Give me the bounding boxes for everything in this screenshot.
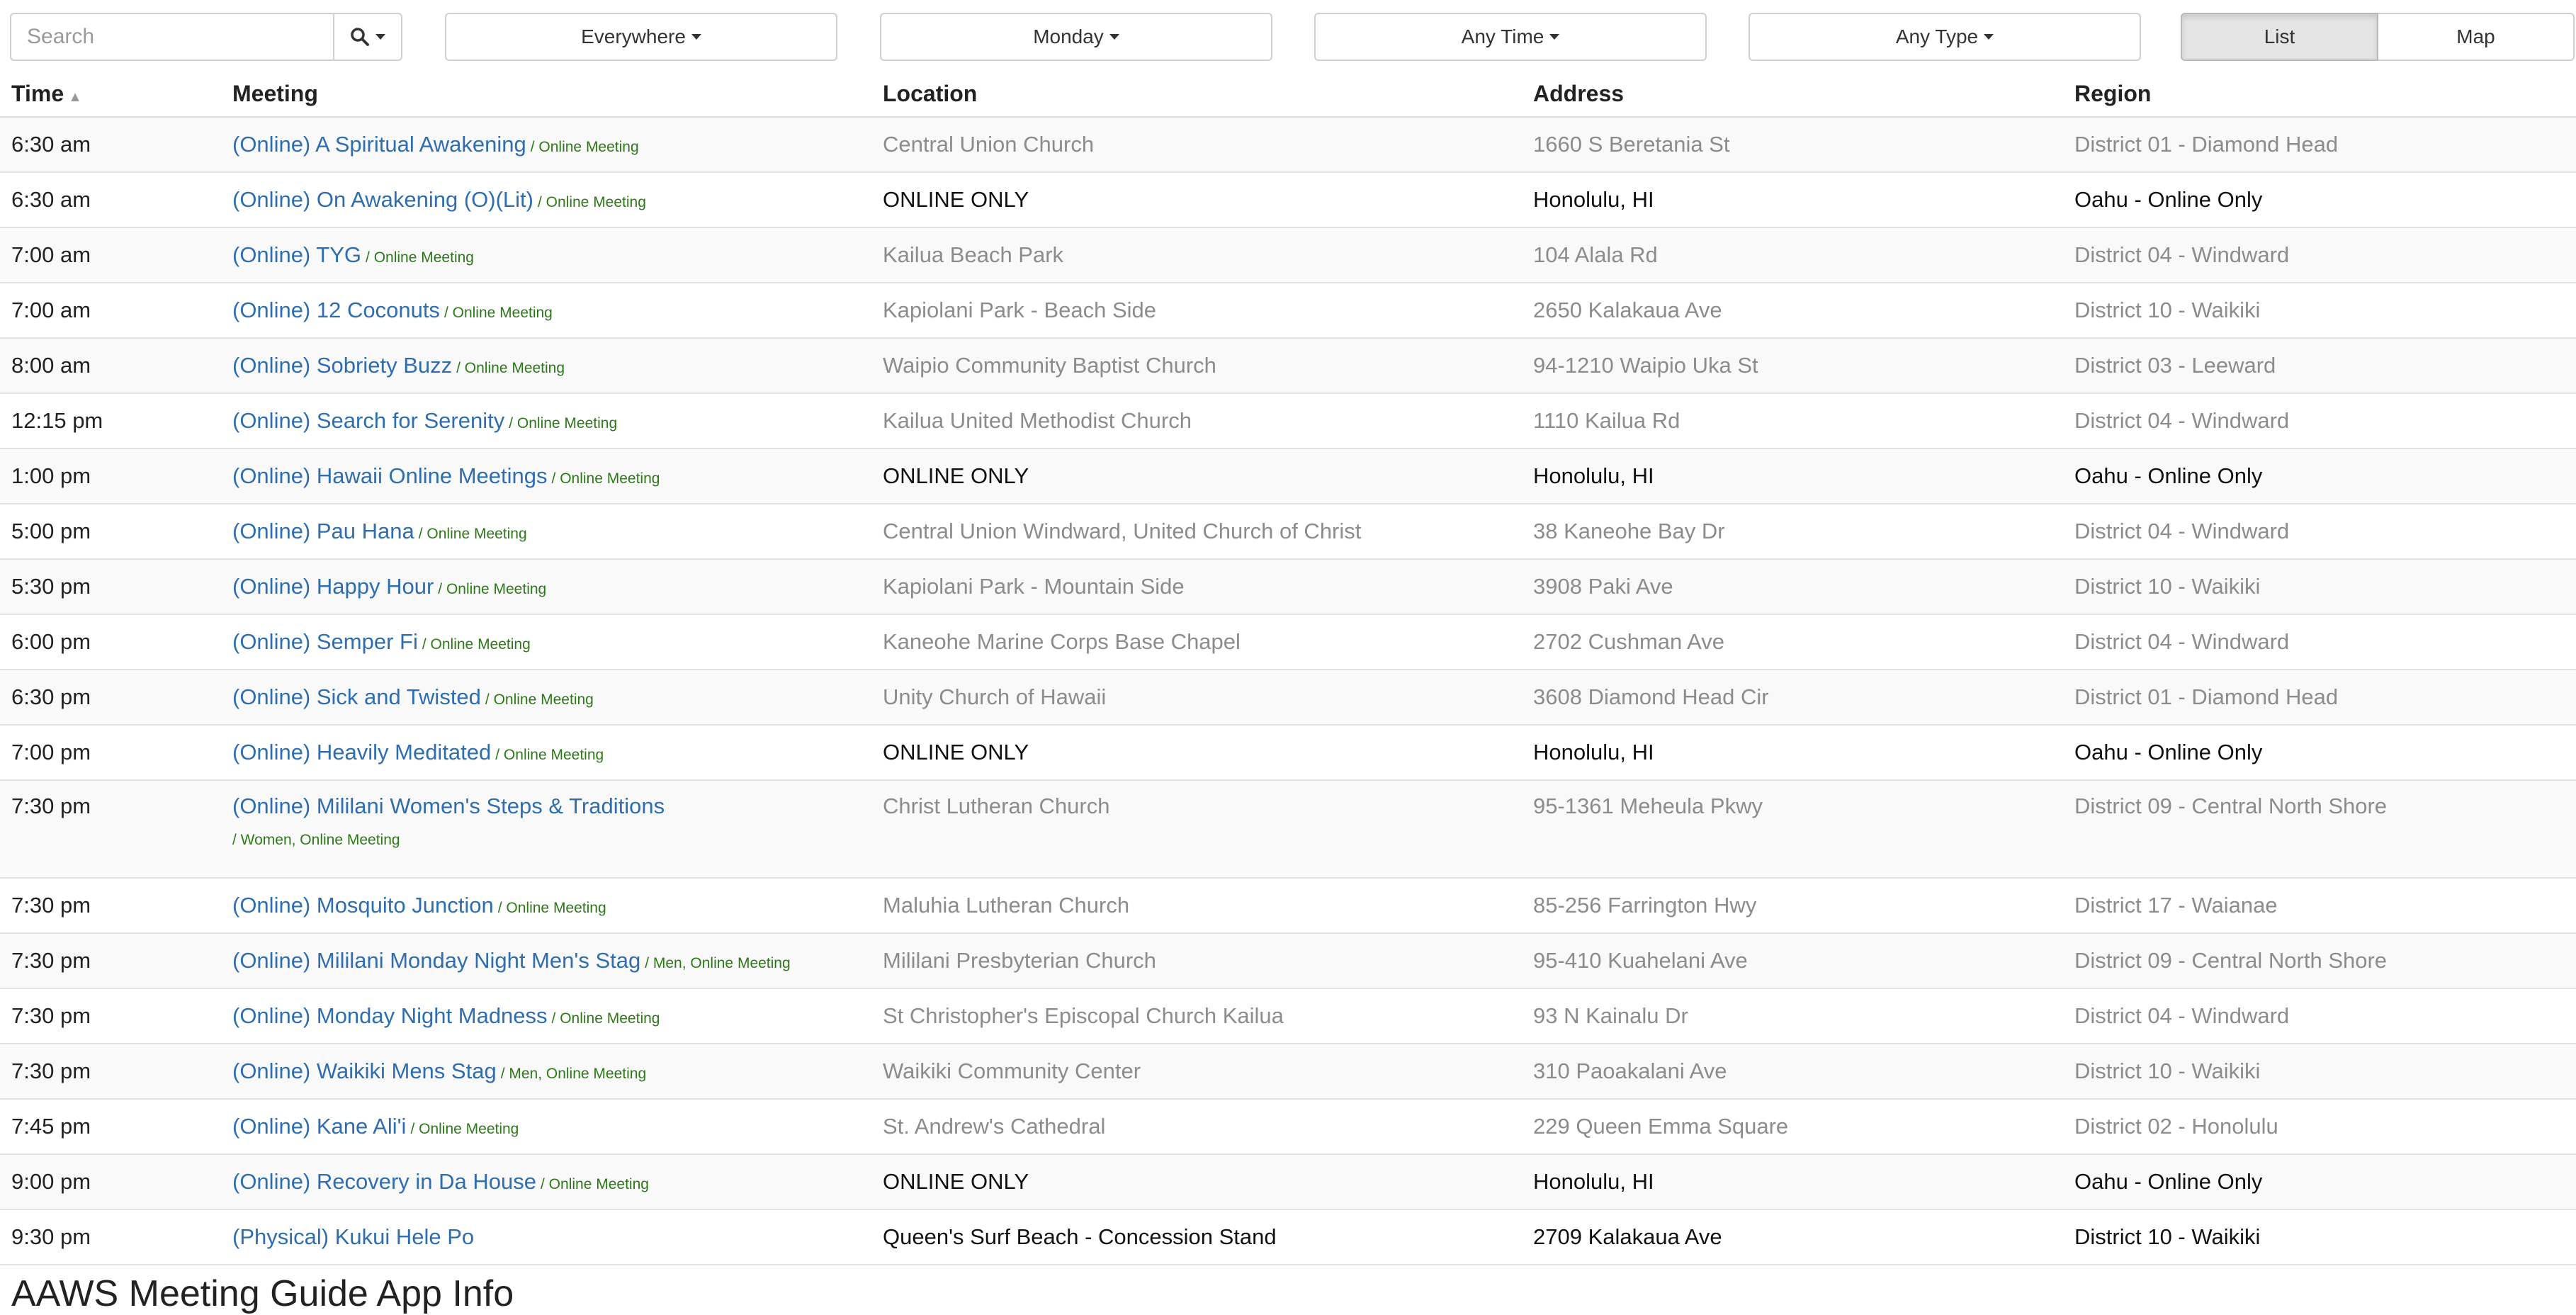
meeting-region: District 01 - Diamond Head	[2063, 670, 2576, 725]
table-row[interactable]	[0, 725, 2576, 780]
meeting-region: District 10 - Waikiki	[2063, 1044, 2576, 1099]
meeting-time: 5:30 pm	[0, 559, 221, 614]
meeting-types: / Online Meeting	[422, 636, 531, 653]
meeting-cell	[221, 504, 871, 559]
meeting-region: District 09 - Central North Shore	[2063, 933, 2576, 988]
meeting-time: 7:00 am	[0, 227, 221, 283]
meeting-types: / Online Meeting	[438, 581, 547, 597]
table-row[interactable]	[0, 1099, 2576, 1154]
meeting-name-link[interactable]: (Online) Sobriety Buzz	[232, 353, 453, 378]
meeting-name-link[interactable]: (Physical) Kukui Hele Po	[232, 1224, 475, 1249]
table-row[interactable]	[0, 117, 2576, 172]
meeting-cell	[221, 117, 871, 172]
meeting-types: / Online Meeting	[551, 1010, 660, 1027]
meeting-location: ONLINE ONLY	[871, 1154, 1522, 1209]
meeting-name-link[interactable]: (Online) Recovery in Da House	[232, 1169, 537, 1194]
meeting-time: 5:00 pm	[0, 504, 221, 559]
meeting-name-link[interactable]: (Online) Semper Fi	[232, 629, 418, 654]
table-row[interactable]	[0, 283, 2576, 338]
meeting-region: District 04 - Windward	[2063, 504, 2576, 559]
meeting-cell	[221, 725, 871, 780]
meeting-types: / Online Meeting	[509, 415, 618, 431]
meeting-types: / Online Meeting	[366, 249, 474, 266]
meeting-location: ONLINE ONLY	[871, 448, 1522, 504]
search-button[interactable]	[333, 13, 402, 61]
day-filter-dropdown[interactable]: Monday	[880, 13, 1272, 61]
meeting-time: 7:45 pm	[0, 1099, 221, 1154]
meeting-location: Unity Church of Hawaii	[871, 670, 1522, 725]
meeting-cell	[221, 614, 871, 670]
view-toggle	[2181, 13, 2575, 61]
meeting-region: District 17 - Waianae	[2063, 878, 2576, 933]
meeting-address: Honolulu, HI	[1522, 448, 2063, 504]
meeting-types: / Online Meeting	[537, 194, 646, 210]
meeting-address: 94-1210 Waipio Uka St	[1522, 338, 2063, 393]
meeting-time: 9:30 pm	[0, 1209, 221, 1265]
meeting-location: Maluhia Lutheran Church	[871, 878, 1522, 933]
table-row[interactable]	[0, 1209, 2576, 1265]
meeting-address: 104 Alala Rd	[1522, 227, 2063, 283]
meeting-cell	[221, 448, 871, 504]
meeting-name-link[interactable]: (Online) Search for Serenity	[232, 408, 505, 433]
meeting-cell	[221, 780, 871, 878]
table-row[interactable]	[0, 448, 2576, 504]
table-row[interactable]	[0, 559, 2576, 614]
meeting-region: District 09 - Central North Shore	[2063, 780, 2576, 878]
meeting-location: Central Union Windward, United Church of Christ	[871, 504, 1522, 559]
table-row[interactable]	[0, 988, 2576, 1044]
search-input[interactable]	[10, 13, 333, 61]
meeting-address: 1110 Kailua Rd	[1522, 393, 2063, 448]
meeting-address: 1660 S Beretania St	[1522, 117, 2063, 172]
meeting-location: Kapiolani Park - Beach Side	[871, 283, 1522, 338]
meetings-table	[0, 71, 2576, 1265]
meeting-region: Oahu - Online Only	[2063, 172, 2576, 227]
table-row[interactable]	[0, 227, 2576, 283]
meeting-time: 1:00 pm	[0, 448, 221, 504]
meeting-location: Kailua Beach Park	[871, 227, 1522, 283]
meeting-cell	[221, 1209, 871, 1265]
meeting-types: / Online Meeting	[485, 692, 594, 708]
address-column-header[interactable]: Address	[1522, 71, 2063, 117]
region-column-header[interactable]: Region	[2063, 71, 2576, 117]
meeting-time: 6:30 pm	[0, 670, 221, 725]
meeting-cell	[221, 283, 871, 338]
meeting-region: District 04 - Windward	[2063, 614, 2576, 670]
meeting-time: 6:30 am	[0, 117, 221, 172]
table-row[interactable]	[0, 670, 2576, 725]
meeting-time: 12:15 pm	[0, 393, 221, 448]
meeting-cell	[221, 1044, 871, 1099]
meeting-cell	[221, 1099, 871, 1154]
chevron-down-icon	[1109, 34, 1119, 40]
meeting-column-header[interactable]: Meeting	[221, 71, 871, 117]
table-row[interactable]	[0, 1044, 2576, 1099]
meeting-name-link[interactable]: (Online) Sick and Twisted	[232, 684, 481, 709]
meeting-location: Kapiolani Park - Mountain Side	[871, 559, 1522, 614]
table-row[interactable]	[0, 172, 2576, 227]
meeting-location: Christ Lutheran Church	[871, 780, 1522, 878]
meeting-name-link[interactable]: (Online) Kane Ali'i	[232, 1114, 407, 1139]
meeting-name-link[interactable]: (Online) Happy Hour	[232, 574, 434, 599]
region-filter-dropdown[interactable]: Everywhere	[445, 13, 837, 61]
table-row[interactable]	[0, 780, 2576, 878]
meeting-types: / Online Meeting	[495, 747, 604, 763]
search-icon	[350, 27, 370, 47]
meeting-address: 3908 Paki Ave	[1522, 559, 2063, 614]
table-row[interactable]	[0, 1154, 2576, 1209]
meeting-types: / Online Meeting	[551, 470, 660, 487]
meeting-name-link[interactable]: (Online) A Spiritual Awakening	[232, 132, 526, 157]
meeting-name-link[interactable]: (Online) On Awakening (O)(Lit)	[232, 187, 533, 212]
table-row[interactable]	[0, 504, 2576, 559]
chevron-down-icon	[1549, 34, 1559, 40]
search-group	[10, 13, 402, 61]
meeting-types: / Online Meeting	[456, 360, 565, 376]
meeting-region: District 04 - Windward	[2063, 393, 2576, 448]
meeting-location: Kaneohe Marine Corps Base Chapel	[871, 614, 1522, 670]
meeting-address: Honolulu, HI	[1522, 1154, 2063, 1209]
meeting-types: / Men, Online Meeting	[645, 955, 791, 971]
meeting-time: 6:00 pm	[0, 614, 221, 670]
meeting-address: 95-410 Kuahelani Ave	[1522, 933, 2063, 988]
meeting-name-link[interactable]: (Online) Monday Night Madness	[232, 1003, 548, 1028]
meeting-types: / Online Meeting	[497, 900, 606, 916]
meeting-types: / Online Meeting	[418, 526, 527, 542]
meeting-time: 6:30 am	[0, 172, 221, 227]
map-view-button[interactable]: Map	[2378, 13, 2575, 61]
meeting-types: / Women, Online Meeting	[232, 832, 400, 848]
meeting-time: 7:00 am	[0, 283, 221, 338]
meeting-cell	[221, 933, 871, 988]
meeting-location: ONLINE ONLY	[871, 725, 1522, 780]
meeting-name-link[interactable]: (Online) Heavily Meditated	[232, 740, 492, 764]
time-filter-dropdown[interactable]: Any Time	[1314, 13, 1707, 61]
meeting-region: Oahu - Online Only	[2063, 725, 2576, 780]
meeting-name-link[interactable]: (Online) 12 Coconuts	[232, 298, 440, 322]
meeting-name-link[interactable]: (Online) Mililani Women's Steps & Traditions	[232, 794, 665, 818]
meeting-cell	[221, 988, 871, 1044]
meeting-location: St. Andrew's Cathedral	[871, 1099, 1522, 1154]
meeting-time: 8:00 am	[0, 338, 221, 393]
meeting-cell	[221, 338, 871, 393]
meeting-cell	[221, 670, 871, 725]
table-row[interactable]	[0, 878, 2576, 933]
meeting-address: 2702 Cushman Ave	[1522, 614, 2063, 670]
meeting-cell	[221, 1154, 871, 1209]
meeting-time: 7:30 pm	[0, 1044, 221, 1099]
meeting-time: 7:30 pm	[0, 878, 221, 933]
meeting-location: Waipio Community Baptist Church	[871, 338, 1522, 393]
meeting-address: 229 Queen Emma Square	[1522, 1099, 2063, 1154]
meeting-location: Waikiki Community Center	[871, 1044, 1522, 1099]
meeting-cell	[221, 172, 871, 227]
meeting-name-link[interactable]: (Online) Hawaii Online Meetings	[232, 463, 548, 488]
meeting-region: District 03 - Leeward	[2063, 338, 2576, 393]
meeting-time: 9:00 pm	[0, 1154, 221, 1209]
meeting-time: 7:30 pm	[0, 780, 221, 878]
meeting-address: 85-256 Farrington Hwy	[1522, 878, 2063, 933]
time-column-header[interactable]: Time ▲	[0, 71, 221, 117]
table-header-row	[0, 71, 2576, 117]
meeting-cell	[221, 227, 871, 283]
meeting-region: District 10 - Waikiki	[2063, 283, 2576, 338]
table-row[interactable]	[0, 614, 2576, 670]
meeting-address: Honolulu, HI	[1522, 725, 2063, 780]
meeting-cell	[221, 393, 871, 448]
table-row[interactable]	[0, 933, 2576, 988]
list-view-button[interactable]: List	[2181, 13, 2378, 61]
sort-ascending-icon: ▲	[68, 89, 82, 105]
meeting-address: Honolulu, HI	[1522, 172, 2063, 227]
location-column-header[interactable]: Location	[871, 71, 1522, 117]
meeting-types: / Online Meeting	[541, 1176, 649, 1192]
meeting-region: District 04 - Windward	[2063, 988, 2576, 1044]
meeting-name-link[interactable]: (Online) Mosquito Junction	[232, 893, 494, 918]
meeting-region: District 10 - Waikiki	[2063, 1209, 2576, 1265]
meeting-region: District 02 - Honolulu	[2063, 1099, 2576, 1154]
chevron-down-icon	[375, 34, 385, 40]
table-row[interactable]	[0, 338, 2576, 393]
meeting-types: / Online Meeting	[444, 305, 553, 321]
meeting-cell	[221, 878, 871, 933]
meeting-region: District 04 - Windward	[2063, 227, 2576, 283]
meeting-address: 2650 Kalakaua Ave	[1522, 283, 2063, 338]
meeting-name-link[interactable]: (Online) Waikiki Mens Stag	[232, 1059, 497, 1083]
table-row[interactable]	[0, 393, 2576, 448]
chevron-down-icon	[1984, 34, 1994, 40]
meeting-location: Mililani Presbyterian Church	[871, 933, 1522, 988]
meeting-location: Queen's Surf Beach - Concession Stand	[871, 1209, 1522, 1265]
meeting-address: 310 Paoakalani Ave	[1522, 1044, 2063, 1099]
meeting-time: 7:30 pm	[0, 933, 221, 988]
meeting-time: 7:30 pm	[0, 988, 221, 1044]
meeting-address: 38 Kaneohe Bay Dr	[1522, 504, 2063, 559]
type-filter-dropdown[interactable]: Any Type	[1749, 13, 2141, 61]
meeting-region: District 01 - Diamond Head	[2063, 117, 2576, 172]
meeting-name-link[interactable]: (Online) TYG	[232, 242, 362, 267]
meeting-time: 7:00 pm	[0, 725, 221, 780]
meeting-address: 93 N Kainalu Dr	[1522, 988, 2063, 1044]
meeting-address: 3608 Diamond Head Cir	[1522, 670, 2063, 725]
meeting-cell	[221, 559, 871, 614]
chevron-down-icon	[691, 34, 701, 40]
section-title: AAWS Meeting Guide App Info	[11, 1273, 514, 1314]
meeting-types: / Men, Online Meeting	[500, 1066, 647, 1082]
meeting-types: / Online Meeting	[530, 139, 639, 155]
meeting-location: Central Union Church	[871, 117, 1522, 172]
meeting-name-link[interactable]: (Online) Pau Hana	[232, 519, 414, 543]
meeting-location: ONLINE ONLY	[871, 172, 1522, 227]
meeting-region: District 10 - Waikiki	[2063, 559, 2576, 614]
meeting-location: Kailua United Methodist Church	[871, 393, 1522, 448]
meeting-address: 2709 Kalakaua Ave	[1522, 1209, 2063, 1265]
filter-toolbar	[0, 0, 2576, 71]
meeting-types: / Online Meeting	[410, 1121, 519, 1137]
meeting-region: Oahu - Online Only	[2063, 448, 2576, 504]
meeting-address: 95-1361 Meheula Pkwy	[1522, 780, 2063, 878]
meeting-location: St Christopher's Episcopal Church Kailua	[871, 988, 1522, 1044]
meeting-types-line	[232, 825, 871, 850]
meeting-name-link[interactable]: (Online) Mililani Monday Night Men's Stag	[232, 948, 641, 973]
meeting-region: Oahu - Online Only	[2063, 1154, 2576, 1209]
meetings-table-body	[0, 117, 2576, 1265]
